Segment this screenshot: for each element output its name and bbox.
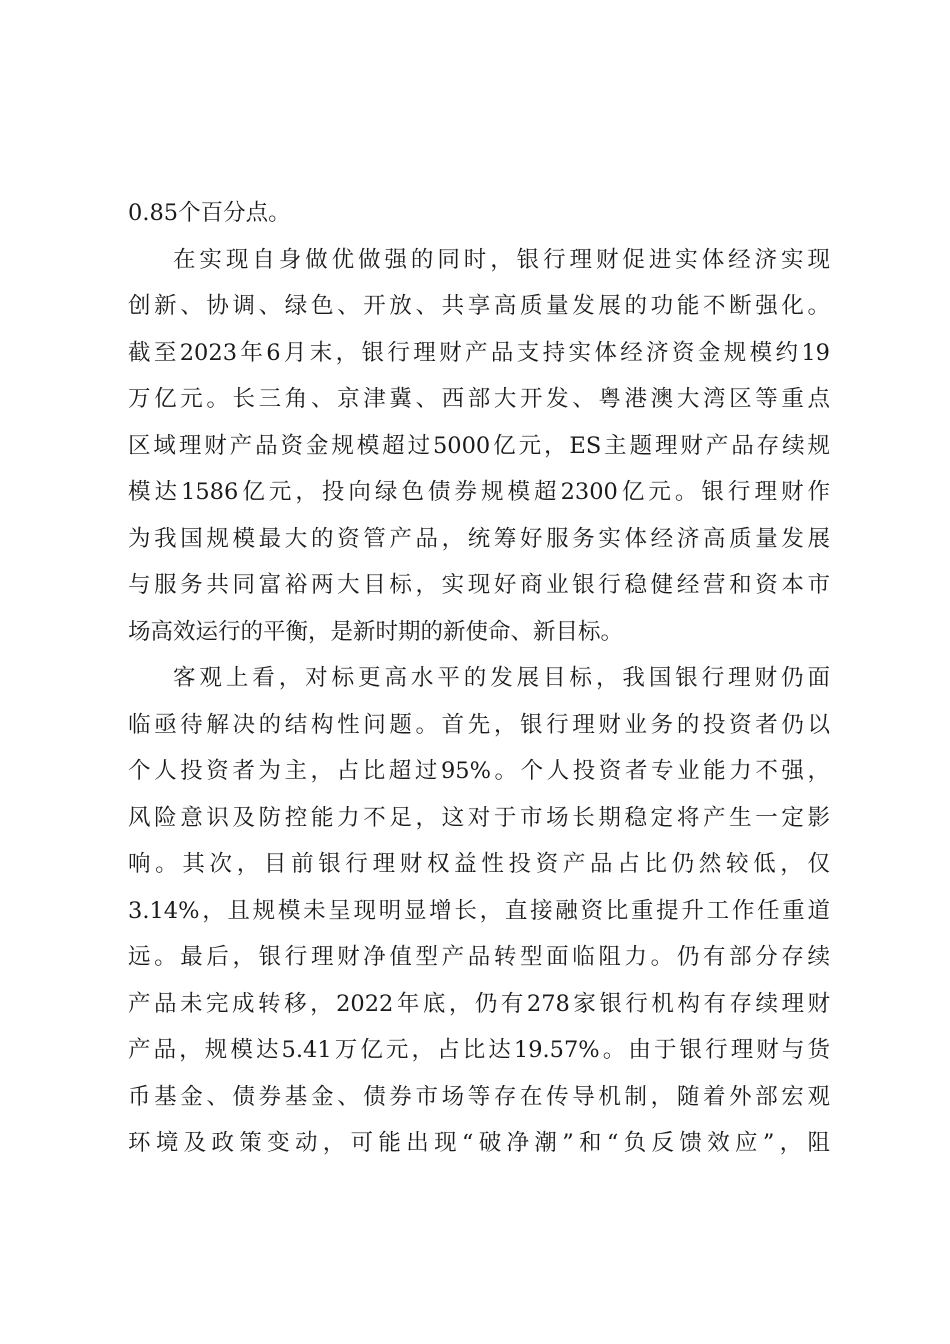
paragraph-3-line-11: 环境及政策变动，可能出现“破净潮”和“负反馈效应”，阻 bbox=[128, 1130, 830, 1156]
paragraph-3-line-5: 响。其次，目前银行理财权益性投资产品占比仍然较低，仅 bbox=[128, 851, 830, 877]
paragraph-3-line-2: 临亟待解决的结构性问题。首先，银行理财业务的投资者仍以 bbox=[128, 711, 830, 738]
paragraph-3-line-10: 币基金、债券基金、债券市场等存在传导机制，随着外部宏观 bbox=[128, 1083, 830, 1110]
paragraph-3-line-6: 3.14%，且规模未呈现明显增长，直接融资比重提升工作任重道 bbox=[128, 897, 830, 924]
paragraph-2-line-7: 为我国规模最大的资管产品，统筹好服务实体经济高质量发展 bbox=[128, 525, 830, 552]
paragraph-2-line-6: 模达1586亿元，投向绿色债券规模超2300亿元。银行理财作 bbox=[128, 479, 830, 505]
paragraph-3-line-7: 远。最后，银行理财净值型产品转型面临阻力。仍有部分存续 bbox=[128, 944, 830, 970]
paragraph-2-line-2: 创新、协调、绿色、开放、共享高质量发展的功能不断强化。 bbox=[128, 293, 830, 319]
paragraph-3-line-3: 个人投资者为主，占比超过95%。个人投资者专业能力不强， bbox=[128, 758, 830, 784]
paragraph-3-line-9: 产品，规模达5.41万亿元，占比达19.57%。由于银行理财与货 bbox=[128, 1037, 830, 1063]
document-body bbox=[128, 190, 830, 1167]
paragraph-2-line-4: 万亿元。长三角、京津冀、西部大开发、粤港澳大湾区等重点 bbox=[128, 386, 830, 412]
paragraph-2-line-8: 与服务共同富裕两大目标，实现好商业银行稳健经营和资本市 bbox=[128, 572, 830, 598]
paragraph-2-line-5: 区域理财产品资金规模超过5000亿元，ES主题理财产品存续规 bbox=[128, 432, 830, 459]
paragraph-3-line-1: 客观上看，对标更高水平的发展目标，我国银行理财仍面 bbox=[173, 665, 830, 691]
paragraph-2-line-1: 在实现自身做优做强的同时，银行理财促进实体经济实现 bbox=[173, 246, 830, 273]
paragraph-2-line-3: 截至2023年6月末，银行理财产品支持实体经济资金规模约19 bbox=[128, 339, 830, 366]
paragraph-3-line-4: 风险意识及防控能力不足，这对于市场长期稳定将产生一定影 bbox=[128, 804, 830, 831]
paragraph-1-line-1: 0.85个百分点。 bbox=[128, 200, 291, 226]
paragraph-3-line-8: 产品未完成转移，2022年底，仍有278家银行机构有存续理财 bbox=[128, 990, 830, 1017]
paragraph-2-line-9: 场高效运行的平衡，是新时期的新使命、新目标。 bbox=[128, 618, 624, 645]
